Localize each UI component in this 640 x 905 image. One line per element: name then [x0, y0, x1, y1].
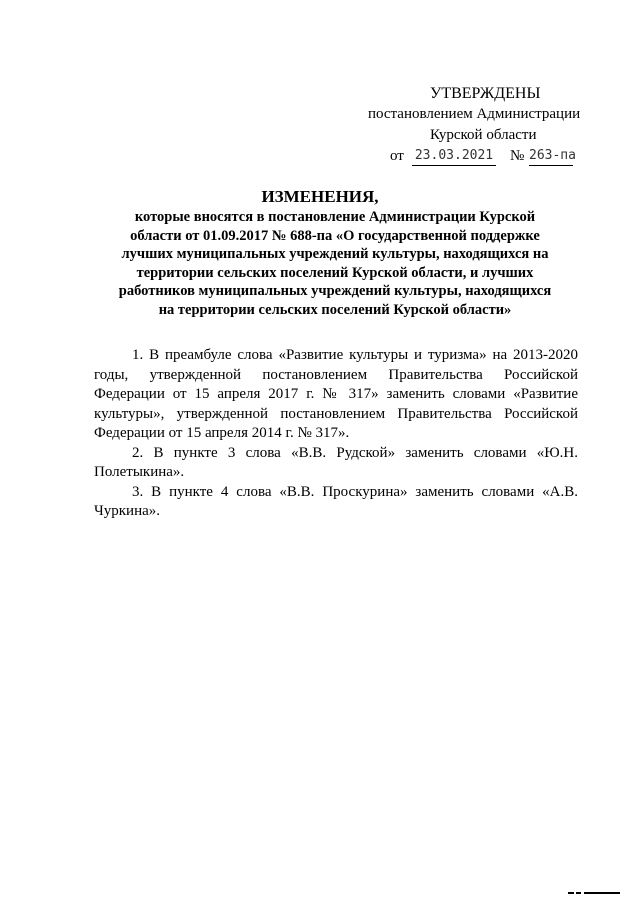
paragraph-3: 3. В пункте 4 слова «В.В. Проскурина» заменить словами «А.В. Чуркина».	[94, 483, 578, 519]
document-subtitle: которые вносятся в постановление Администрации Курской области от 01.09.2017 № 688-па «О государственной поддержке лучших муниципальных учреждений культуры, находящихся на территории сельских поселений Курской области, и лучших работников муниципальных учреждений культуры, находящихся на территории сельских поселений Курской области»	[118, 209, 552, 318]
document-body	[94, 346, 578, 522]
document-title: ИЗМЕНЕНИЯ,	[261, 187, 379, 206]
approved-by-text: постановлением Администрации	[368, 106, 581, 122]
approval-date: 23.03.2021	[412, 146, 496, 166]
resolution-number: 263-па	[529, 146, 573, 166]
footer-scan-mark	[568, 892, 620, 895]
date-prefix: от	[390, 148, 404, 164]
document-title-block	[80, 186, 560, 320]
paragraph-1: 1. В преамбуле слова «Развитие культуры и туризма» на 2013-2020 годы, утвержденной постановлением Правительства Российской Федерации от 15 апреля 2017 г. № 317» заменить словами «Развитие культуры», утвержденной постановлением Правительства Российской Федерации от 15 апреля 2014 г. № 317».	[94, 347, 578, 441]
paragraph-2: 2. В пункте 3 слова «В.В. Рудской» заменить словами «Ю.Н. Полетыкина».	[94, 444, 578, 480]
approving-authority: Курской области	[430, 127, 537, 143]
approved-heading: УТВЕРЖДЕНЫ	[430, 85, 541, 102]
approval-stamp	[360, 83, 590, 167]
number-sign: №	[510, 148, 525, 164]
